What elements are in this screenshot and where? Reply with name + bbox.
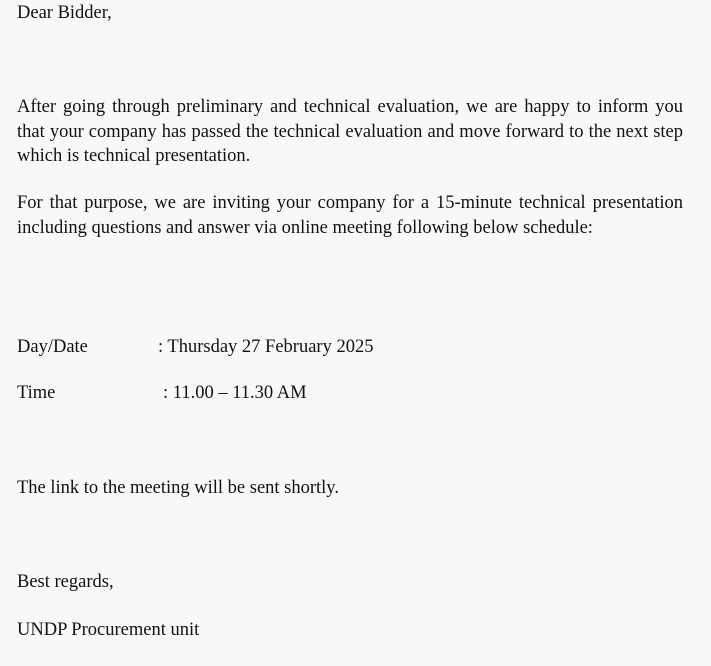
schedule-time-row — [17, 381, 683, 405]
meeting-link-note: The link to the meeting will be sent shortly. — [17, 478, 339, 498]
evaluation-paragraph: After going through preliminary and technical evaluation, we are happy to inform you that your company has passed the technical evaluation and move forward to the next step which is technical presentation. — [17, 97, 683, 166]
date-label: Day/Date — [17, 337, 88, 357]
salutation: Dear Bidder, — [17, 3, 112, 23]
time-value: : 11.00 – 11.30 AM — [163, 383, 307, 403]
time-label: Time — [17, 383, 56, 403]
invitation-paragraph: For that purpose, we are inviting your company for a 15-minute technical presentation including questions and answer via online meeting following below schedule: — [17, 193, 683, 238]
schedule-date-row — [17, 335, 683, 359]
date-value: : Thursday 27 February 2025 — [158, 337, 374, 357]
signature: UNDP Procurement unit — [17, 620, 200, 640]
closing: Best regards, — [17, 572, 114, 592]
